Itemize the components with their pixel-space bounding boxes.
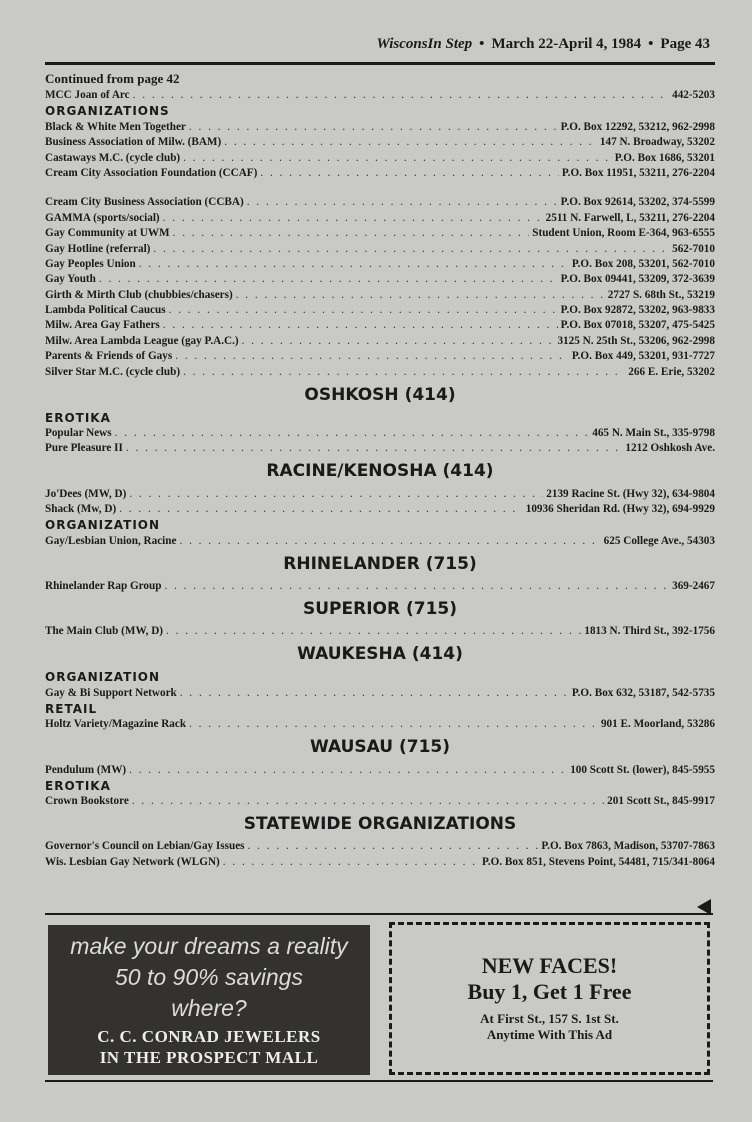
listing-name: Gay & Bi Support Network: [45, 686, 177, 699]
jeweler-advertisement: [48, 925, 370, 1075]
page-header: [0, 36, 710, 53]
leader-dots: [189, 717, 598, 732]
listing-contact: 201 Scott St., 845-9917: [607, 794, 715, 807]
listing-name: Gay Hotline (referral): [45, 242, 151, 255]
listing-contact: Student Union, Room E-364, 963-6555: [532, 227, 715, 240]
listing-group: [45, 624, 715, 639]
coupon-headline: NEW FACES!: [481, 953, 618, 978]
listing-group: [45, 685, 715, 700]
listing-row: [45, 502, 715, 517]
publication-name: WisconsIn Step: [376, 36, 473, 52]
coupon-terms: Anytime With This Ad: [486, 1027, 613, 1042]
leader-dots: [242, 334, 555, 349]
leader-dots: [260, 166, 559, 181]
listing-name: Wis. Lesbian Gay Network (WLGN): [45, 855, 220, 868]
header-bullet: •: [479, 36, 485, 52]
leader-dots: [119, 502, 523, 517]
listing-group: [45, 794, 715, 809]
ad-savings: 50 to 90% savings: [115, 964, 303, 990]
listing-name: Governor's Council on Lebian/Gay Issues: [45, 840, 245, 853]
listing-name: Pure Pleasure II: [45, 442, 123, 455]
listing-contact: 2139 Racine St. (Hwy 32), 634-9804: [546, 487, 715, 500]
listing-row: [45, 624, 715, 639]
listing-name: Milw. Area Lambda League (gay P.A.C.): [45, 334, 239, 347]
listing-contact: P.O. Box 07018, 53207, 475-5425: [560, 319, 715, 332]
leader-dots: [129, 487, 543, 502]
listing-contact: 10936 Sheridan Rd. (Hwy 32), 694-9929: [525, 503, 715, 516]
listing-contact: P.O. Box 92872, 53202, 963-9833: [560, 304, 715, 317]
category-heading: EROTIKA: [45, 410, 111, 425]
listing-row: [45, 195, 715, 210]
leader-dots: [163, 211, 543, 226]
leader-dots: [129, 763, 567, 778]
listing-contact: P.O. Box 851, Stevens Point, 54481, 715/341-8064: [482, 855, 715, 868]
listing-contact: 3125 N. 25th St., 53206, 962-2998: [557, 334, 715, 347]
listing-contact: 1813 N. Third St., 392-1756: [584, 625, 715, 638]
listing-contact: P.O. Box 632, 53187, 542-5735: [571, 686, 715, 699]
listing-row: [45, 318, 715, 333]
listing-name: Holtz Variety/Magazine Rack: [45, 718, 187, 731]
listing-contact: 1212 Oshkosh Ave.: [625, 442, 715, 455]
city-heading-racine: RACINE/KENOSHA (414): [266, 461, 494, 482]
listing-name: Pendulum (MW): [45, 763, 127, 776]
ad-slogan: make your dreams a reality: [70, 933, 348, 959]
leader-dots: [166, 624, 581, 639]
category-heading: ORGANIZATIONS: [45, 104, 170, 119]
listing-contact: P.O. Box 09441, 53209, 372-3639: [560, 273, 715, 286]
listing-contact: P.O. Box 7863, Madison, 53707-7863: [541, 840, 715, 853]
leader-dots: [163, 318, 558, 333]
listing-row: [45, 210, 715, 225]
leader-dots: [133, 88, 669, 103]
listing-name: Lambda Political Caucus: [45, 304, 166, 317]
listing-group: [45, 717, 715, 732]
listing-name: Cream City Business Association (CCBA): [45, 196, 244, 209]
city-heading-statewide: STATEWIDE ORGANIZATIONS: [243, 813, 517, 834]
city-heading-waukesha: WAUKESHA (414): [297, 644, 463, 665]
listing-row: [45, 303, 715, 318]
listing-contact: 2727 S. 68th St., 53219: [607, 288, 715, 301]
listing-row: [45, 579, 715, 594]
listing-contact: 100 Scott St. (lower), 845-5955: [570, 763, 715, 776]
listing-name: Popular News: [45, 427, 112, 440]
leader-dots: [173, 226, 530, 241]
listing-name: Gay Youth: [45, 273, 96, 286]
listing-row: [45, 135, 715, 150]
header-rule: [45, 62, 715, 65]
leader-dots: [183, 151, 612, 166]
listing-contact: P.O. Box 208, 53201, 562-7010: [571, 257, 715, 270]
listing-contact: 266 E. Erie, 53202: [628, 365, 715, 378]
listing-row: [45, 166, 715, 181]
ad-question: where?: [171, 995, 247, 1021]
listing-name: Business Association of Milw. (BAM): [45, 136, 222, 149]
listing-row: [45, 272, 715, 287]
category-heading: ORGANIZATION: [45, 670, 161, 685]
listing-name: Cream City Association Foundation (CCAF): [45, 166, 258, 179]
ad-location: IN THE PROSPECT MALL: [99, 1048, 319, 1067]
leader-dots: [180, 686, 569, 701]
coupon-offer: Buy 1, Get 1 Free: [467, 979, 632, 1004]
leader-dots: [223, 855, 479, 870]
listing-row: [45, 257, 715, 272]
listing-group: [45, 486, 715, 517]
listing-name: Gay/Lesbian Union, Racine: [45, 534, 177, 547]
coupon-address: At First St., 157 S. 1st St.: [480, 1011, 619, 1026]
listing-name: GAMMA (sports/social): [45, 211, 160, 224]
header-bullet: •: [648, 36, 654, 52]
listing-contact: P.O. Box 1686, 53201: [614, 151, 715, 164]
listing-contact: 147 N. Broadway, 53202: [599, 136, 715, 149]
category-heading: EROTIKA: [45, 778, 111, 793]
listing-group: [45, 426, 715, 457]
listing-name: Castaways M.C. (cycle club): [45, 151, 181, 164]
listing-row: [45, 486, 715, 501]
listing-group: [45, 839, 715, 870]
listing-row: [45, 717, 715, 732]
city-heading-oshkosh: OSHKOSH (414): [304, 384, 456, 405]
listing-group: [45, 579, 715, 594]
listing-name: Gay Community at UWM: [45, 227, 170, 240]
listing-name: Milw. Area Gay Fathers: [45, 319, 160, 332]
listing-contact: P.O. Box 12292, 53212, 962-2998: [560, 120, 715, 133]
listing-row: [45, 226, 715, 241]
listing-row: [45, 685, 715, 700]
listing-row: [45, 150, 715, 165]
city-heading-superior: SUPERIOR (715): [302, 598, 458, 619]
issue-dates: March 22-April 4, 1984: [491, 36, 642, 52]
listing-name: Jo'Dees (MW, D): [45, 487, 127, 500]
directory-listing: [45, 70, 715, 870]
listing-row: [45, 364, 715, 379]
listing-name: Rhinelander Rap Group: [45, 579, 162, 592]
leader-dots: [236, 288, 605, 303]
bottom-rule: [45, 1080, 713, 1082]
listing-row: [45, 762, 715, 777]
listing-row: [45, 794, 715, 809]
listing-row: [45, 349, 715, 364]
leader-dots: [126, 441, 622, 456]
listing-row: [45, 854, 715, 869]
listing-contact: 2511 N. Farwell, L, 53211, 276-2204: [545, 211, 715, 224]
listing-row: [45, 119, 715, 134]
listing-group: [45, 195, 715, 380]
category-heading: RETAIL: [45, 701, 98, 716]
listing-group: [45, 119, 715, 181]
leader-dots: [183, 365, 625, 380]
section-rule: [45, 913, 713, 915]
listing-name: Gay Peoples Union: [45, 257, 136, 270]
leader-dots: [115, 426, 590, 441]
listing-name: Girth & Mirth Club (chubbies/chasers): [45, 288, 233, 301]
leader-dots: [164, 579, 669, 594]
leader-dots: [247, 195, 558, 210]
listing-name: Parents & Friends of Gays: [45, 350, 173, 363]
leader-dots: [224, 135, 597, 150]
listing-row: [45, 333, 715, 348]
listing-contact: P.O. Box 92614, 53202, 374-5599: [560, 196, 715, 209]
listing-row: [45, 241, 715, 256]
listing-contact: P.O. Box 11951, 53211, 276-2204: [561, 166, 715, 179]
listing-contact: 442-5203: [672, 89, 715, 102]
leader-dots: [189, 120, 558, 135]
listing-contact: 625 College Ave., 54303: [603, 534, 715, 547]
listing-row: [45, 88, 715, 103]
listing-contact: 562-7010: [672, 242, 715, 255]
listing-name: Black & White Men Together: [45, 120, 186, 133]
listing-group: [45, 88, 715, 103]
leader-dots: [153, 242, 669, 257]
ad-business-name: C. C. CONRAD JEWELERS: [97, 1027, 321, 1046]
city-heading-wausau: WAUSAU (715): [309, 737, 451, 758]
listing-row: [45, 287, 715, 302]
listing-contact: 901 E. Moorland, 53286: [600, 718, 715, 731]
page-number: Page 43: [660, 36, 710, 52]
listing-name: Silver Star M.C. (cycle club): [45, 365, 181, 378]
listing-name: Shack (Mw, D): [45, 503, 117, 516]
leader-dots: [99, 272, 558, 287]
continued-note: Continued from page 42: [45, 71, 180, 86]
listing-row: [45, 839, 715, 854]
listing-name: Crown Bookstore: [45, 794, 129, 807]
listing-name: MCC Joan of Arc: [45, 89, 130, 102]
city-heading-rhinelander: RHINELANDER (715): [283, 553, 477, 574]
listing-name: The Main Club (MW, D): [45, 625, 163, 638]
leader-dots: [132, 794, 604, 809]
leader-dots: [248, 839, 539, 854]
listing-row: [45, 426, 715, 441]
listing-contact: P.O. Box 449, 53201, 931-7727: [571, 350, 715, 363]
listing-contact: 369-2467: [672, 579, 715, 592]
listing-group: [45, 762, 715, 777]
listing-row: [45, 441, 715, 456]
coupon-advertisement: [389, 922, 710, 1075]
listing-row: [45, 533, 715, 548]
category-heading: ORGANIZATION: [45, 518, 161, 533]
leader-dots: [139, 257, 569, 272]
listing-group: [45, 533, 715, 548]
leader-dots: [179, 534, 600, 549]
listing-contact: 465 N. Main St., 335-9798: [592, 427, 715, 440]
leader-dots: [175, 349, 569, 364]
leader-dots: [169, 303, 558, 318]
spacer: [45, 181, 715, 195]
